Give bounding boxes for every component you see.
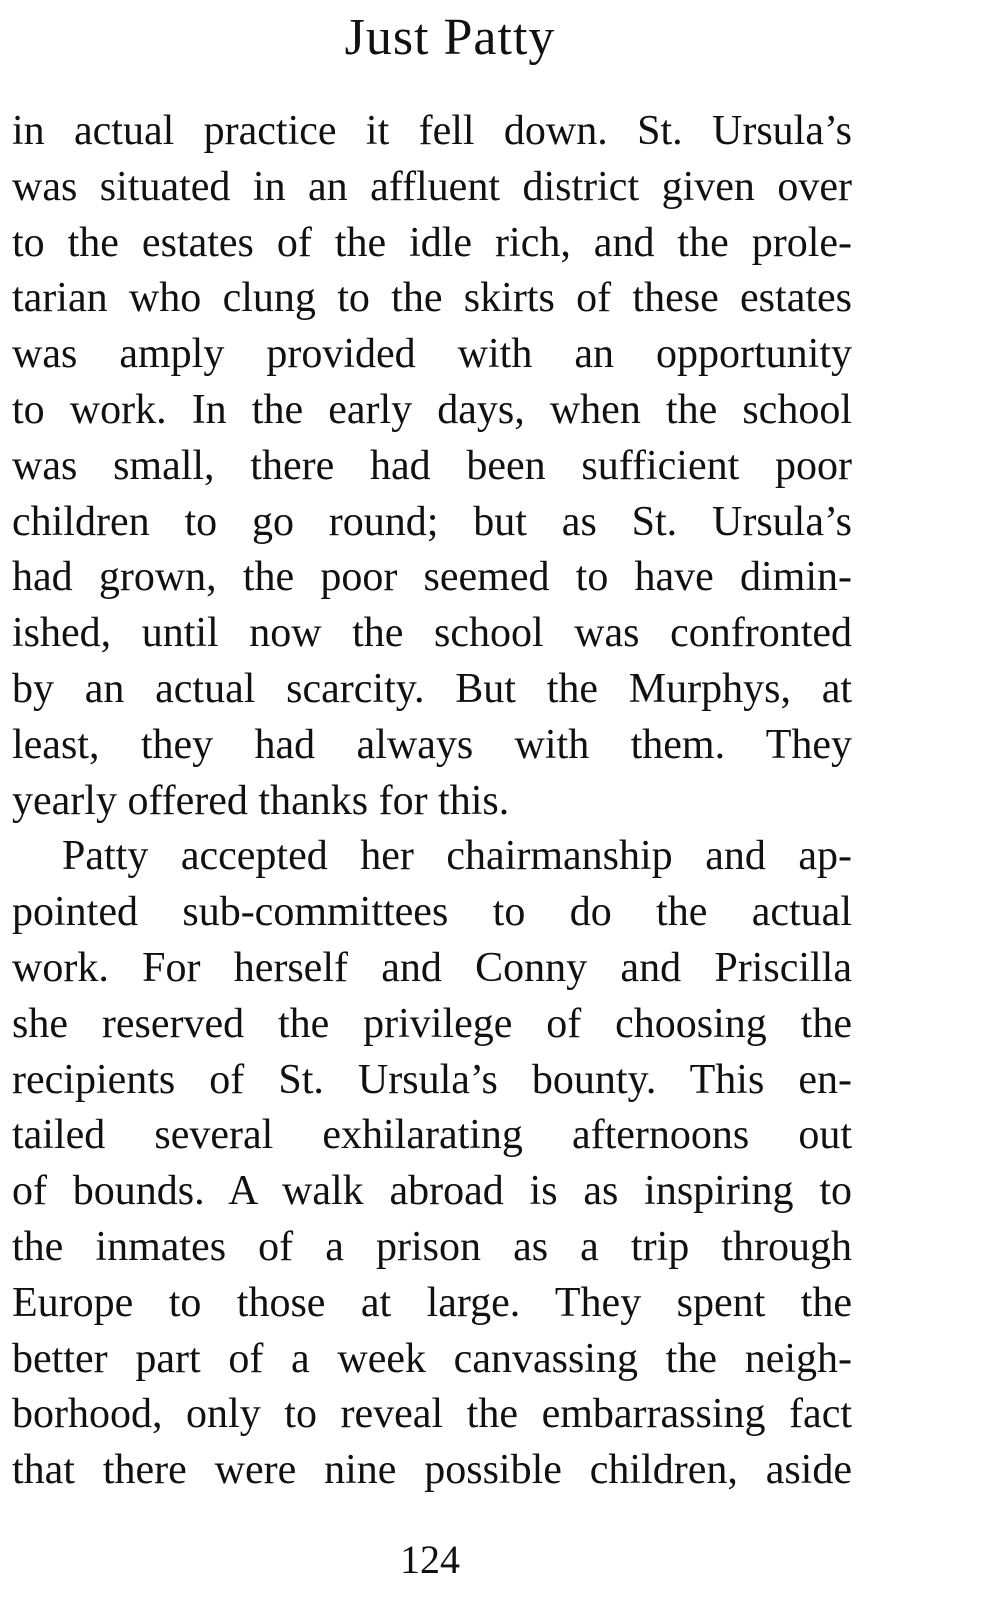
- text-line: by an actual scarcity. But the Murphys, at: [12, 665, 852, 712]
- text-line: to work. In the early days, when the school: [12, 386, 852, 433]
- text-line: borhood, only to reveal the embarrassing fact: [12, 1391, 852, 1438]
- page-number: 124: [400, 1537, 460, 1582]
- page-body-text: [12, 104, 852, 1499]
- text-line: of bounds. A walk abroad is as inspiring to: [12, 1168, 852, 1215]
- running-title: Just Patty: [344, 9, 556, 66]
- text-line: better part of a week canvassing the neigh-: [12, 1335, 852, 1382]
- text-line: work. For herself and Conny and Priscilla: [12, 944, 852, 991]
- text-line: had grown, the poor seemed to have dimin-: [12, 554, 852, 601]
- text-line: recipients of St. Ursula’s bounty. This en-: [12, 1056, 852, 1103]
- text-line: that there were nine possible children, aside: [12, 1447, 852, 1494]
- text-line: ished, until now the school was confronted: [12, 610, 852, 657]
- text-line: least, they had always with them. They: [12, 721, 852, 768]
- text-line: was amply provided with an opportunity: [12, 331, 852, 378]
- text-line: tarian who clung to the skirts of these estates: [12, 275, 852, 322]
- text-line: to the estates of the idle rich, and the prole-: [12, 219, 852, 266]
- paragraph-end-line: yearly offered thanks for this.: [12, 777, 510, 824]
- text-line: was situated in an affluent district given over: [12, 163, 852, 210]
- text-line: was small, there had been sufficient poor: [12, 442, 852, 489]
- text-line: pointed sub-committees to do the actual: [12, 889, 852, 936]
- text-line: children to go round; but as St. Ursula’s: [12, 498, 852, 545]
- text-line: the inmates of a prison as a trip through: [12, 1223, 852, 1270]
- text-line: she reserved the privilege of choosing the: [12, 1000, 852, 1047]
- text-line: Europe to those at large. They spent the: [12, 1279, 852, 1326]
- text-line: tailed several exhilarating afternoons out: [12, 1112, 852, 1159]
- text-line: in actual practice it fell down. St. Ursula’s: [12, 108, 852, 154]
- paragraph-start-line: Patty accepted her chairmanship and ap-: [62, 833, 852, 880]
